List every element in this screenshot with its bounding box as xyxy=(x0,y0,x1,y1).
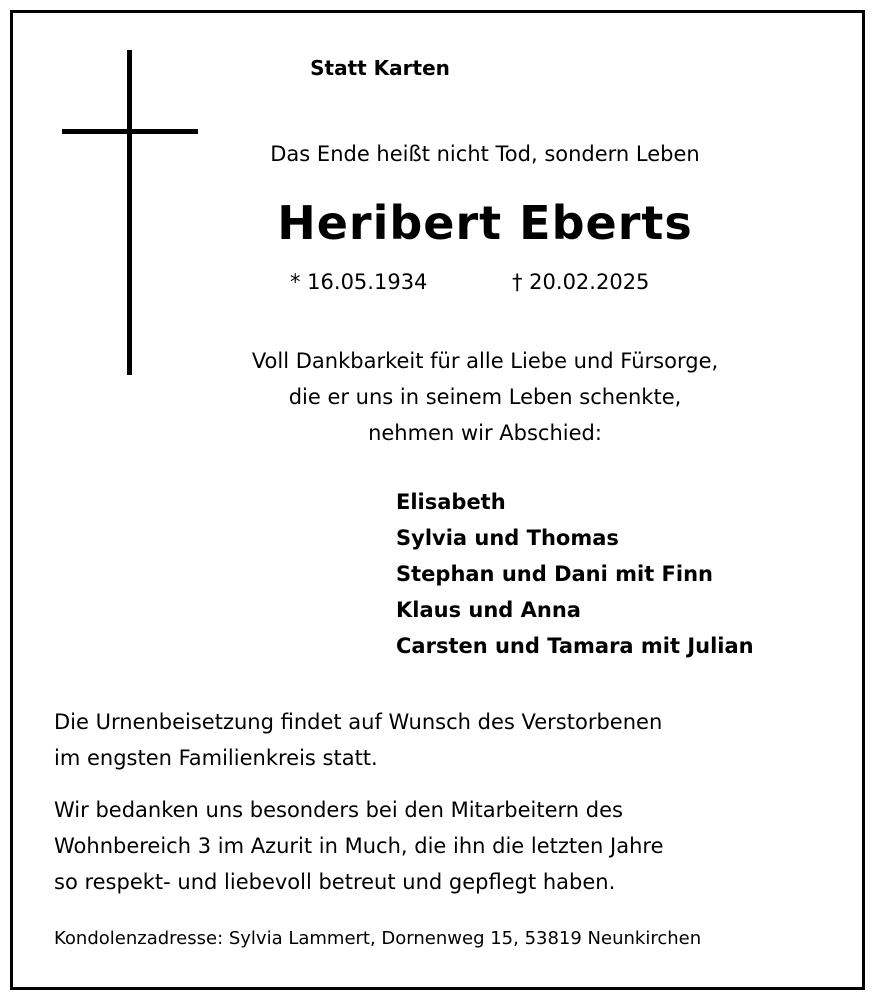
burial-line: im engsten Familienkreis statt. xyxy=(54,746,378,770)
family-member: Elisabeth xyxy=(396,490,506,514)
family-member: Carsten und Tamara mit Julian xyxy=(396,634,754,658)
thanks-text xyxy=(130,343,840,451)
family-member: Sylvia und Thomas xyxy=(396,526,619,550)
burial-paragraph xyxy=(54,704,662,776)
gratitude-line: Wohnbereich 3 im Azurit in Much, die ihn die letzten Jahre xyxy=(54,834,664,858)
heading-statt-karten: Statt Karten xyxy=(310,56,450,80)
motto: Das Ende heißt nicht Tod, sondern Leben xyxy=(270,142,700,166)
deceased-name: Heribert Eberts xyxy=(277,196,693,250)
death-date: † 20.02.2025 xyxy=(512,270,650,294)
condolence-address: Kondolenzadresse: Sylvia Lammert, Dornenweg 15, 53819 Neunkirchen xyxy=(54,928,702,949)
gratitude-line: so respekt- und liebevoll betreut und gepflegt haben. xyxy=(54,870,616,894)
birth-date: * 16.05.1934 xyxy=(290,270,428,294)
family-member: Klaus und Anna xyxy=(396,598,581,622)
cross-icon-horizontal xyxy=(62,129,198,134)
gratitude-line: Wir bedanken uns besonders bei den Mitarbeitern des xyxy=(54,798,623,822)
family-list xyxy=(396,484,754,664)
thanks-line: Voll Dankbarkeit für alle Liebe und Fürsorge, xyxy=(251,349,719,373)
family-member: Stephan und Dani mit Finn xyxy=(396,562,713,586)
thanks-line: nehmen wir Abschied: xyxy=(368,421,602,445)
thanks-line: die er uns in seinem Leben schenkte, xyxy=(288,385,682,409)
gratitude-paragraph xyxy=(54,792,664,900)
burial-line: Die Urnenbeisetzung findet auf Wunsch des Verstorbenen xyxy=(54,710,663,734)
